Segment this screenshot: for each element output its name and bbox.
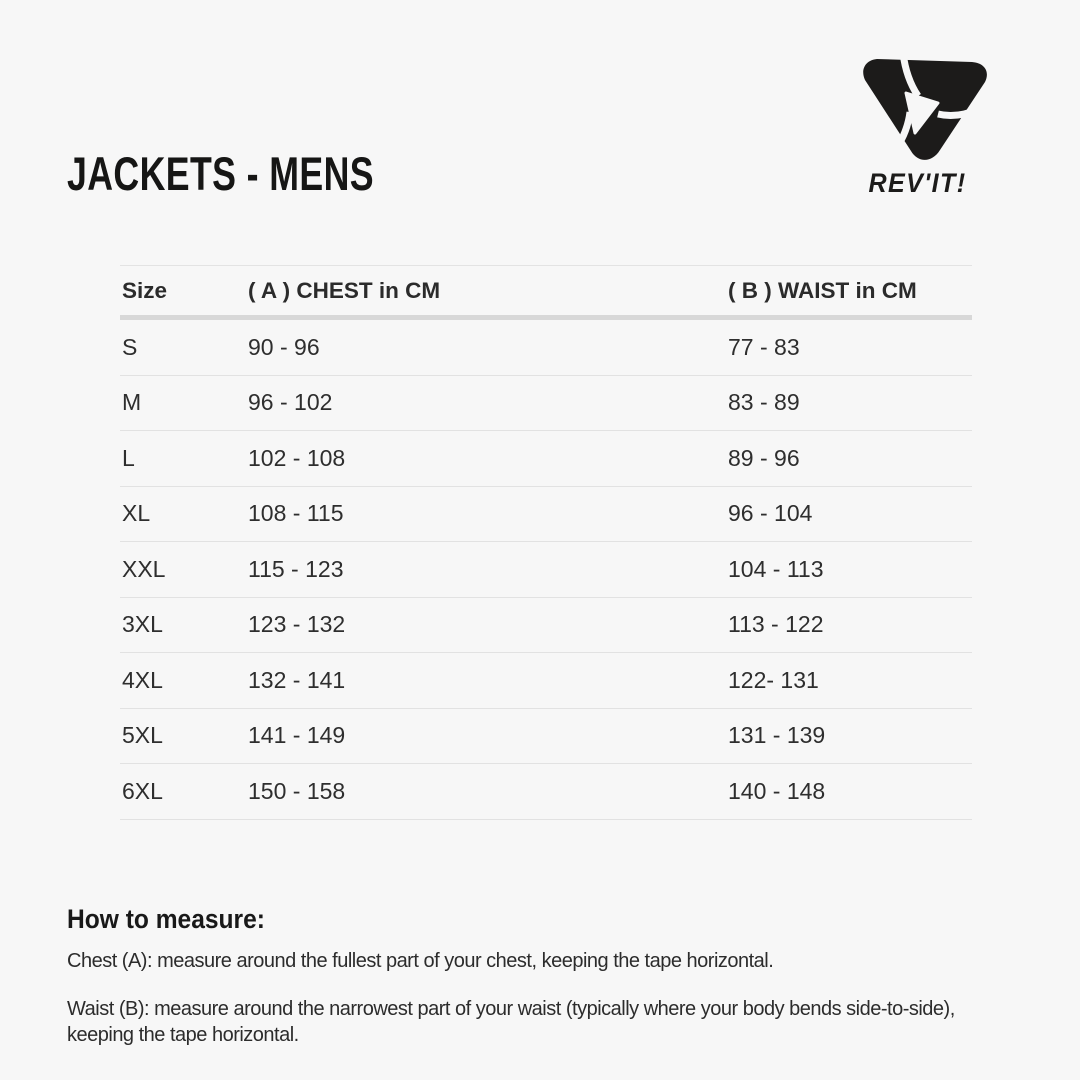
table-row [120, 486, 972, 542]
column-header-size: Size [120, 266, 248, 318]
chest-cell: 150 - 158 [248, 764, 728, 820]
waist-cell: 89 - 96 [728, 431, 972, 487]
chest-cell: 123 - 132 [248, 597, 728, 653]
size-cell: L [120, 431, 248, 487]
chest-cell: 108 - 115 [248, 486, 728, 542]
table-row [120, 653, 972, 709]
chest-instruction: Chest (A): measure around the fullest part of your chest, keeping the tape horizontal. [67, 950, 774, 972]
how-to-measure-heading: How to measure: [67, 904, 265, 934]
size-chart-table [120, 265, 972, 820]
size-cell: S [120, 318, 248, 376]
chest-cell: 141 - 149 [248, 708, 728, 764]
revit-shield-icon [858, 52, 992, 166]
size-cell: 6XL [120, 764, 248, 820]
waist-cell: 96 - 104 [728, 486, 972, 542]
size-cell: XL [120, 486, 248, 542]
chest-cell: 102 - 108 [248, 431, 728, 487]
waist-cell: 122- 131 [728, 653, 972, 709]
waist-cell: 131 - 139 [728, 708, 972, 764]
size-cell: XXL [120, 542, 248, 598]
table-row [120, 318, 972, 376]
waist-cell: 83 - 89 [728, 375, 972, 431]
waist-instruction: Waist (B): measure around the narrowest part of your waist (typically where your body bends side-to-side), keeping the tape horizontal. [67, 998, 955, 1046]
brand-logo [840, 50, 1000, 205]
size-cell: 5XL [120, 708, 248, 764]
chest-cell: 90 - 96 [248, 318, 728, 376]
chest-cell: 96 - 102 [248, 375, 728, 431]
waist-cell: 77 - 83 [728, 318, 972, 376]
table-row [120, 764, 972, 820]
table-row [120, 597, 972, 653]
table-row [120, 542, 972, 598]
table-row [120, 708, 972, 764]
waist-cell: 140 - 148 [728, 764, 972, 820]
size-cell: 4XL [120, 653, 248, 709]
chest-cell: 115 - 123 [248, 542, 728, 598]
waist-cell: 113 - 122 [728, 597, 972, 653]
how-to-measure-section [67, 903, 1027, 1048]
column-header-waist: ( B ) WAIST in CM [728, 266, 972, 318]
table-row [120, 375, 972, 431]
column-header-chest: ( A ) CHEST in CM [248, 266, 728, 318]
waist-cell: 104 - 113 [728, 542, 972, 598]
brand-wordmark: REV'IT! [868, 168, 967, 198]
size-cell: 3XL [120, 597, 248, 653]
table-row [120, 431, 972, 487]
table-header-row [120, 266, 972, 318]
chest-cell: 132 - 141 [248, 653, 728, 709]
size-cell: M [120, 375, 248, 431]
page-title: JACKETS - MENS [67, 147, 374, 200]
